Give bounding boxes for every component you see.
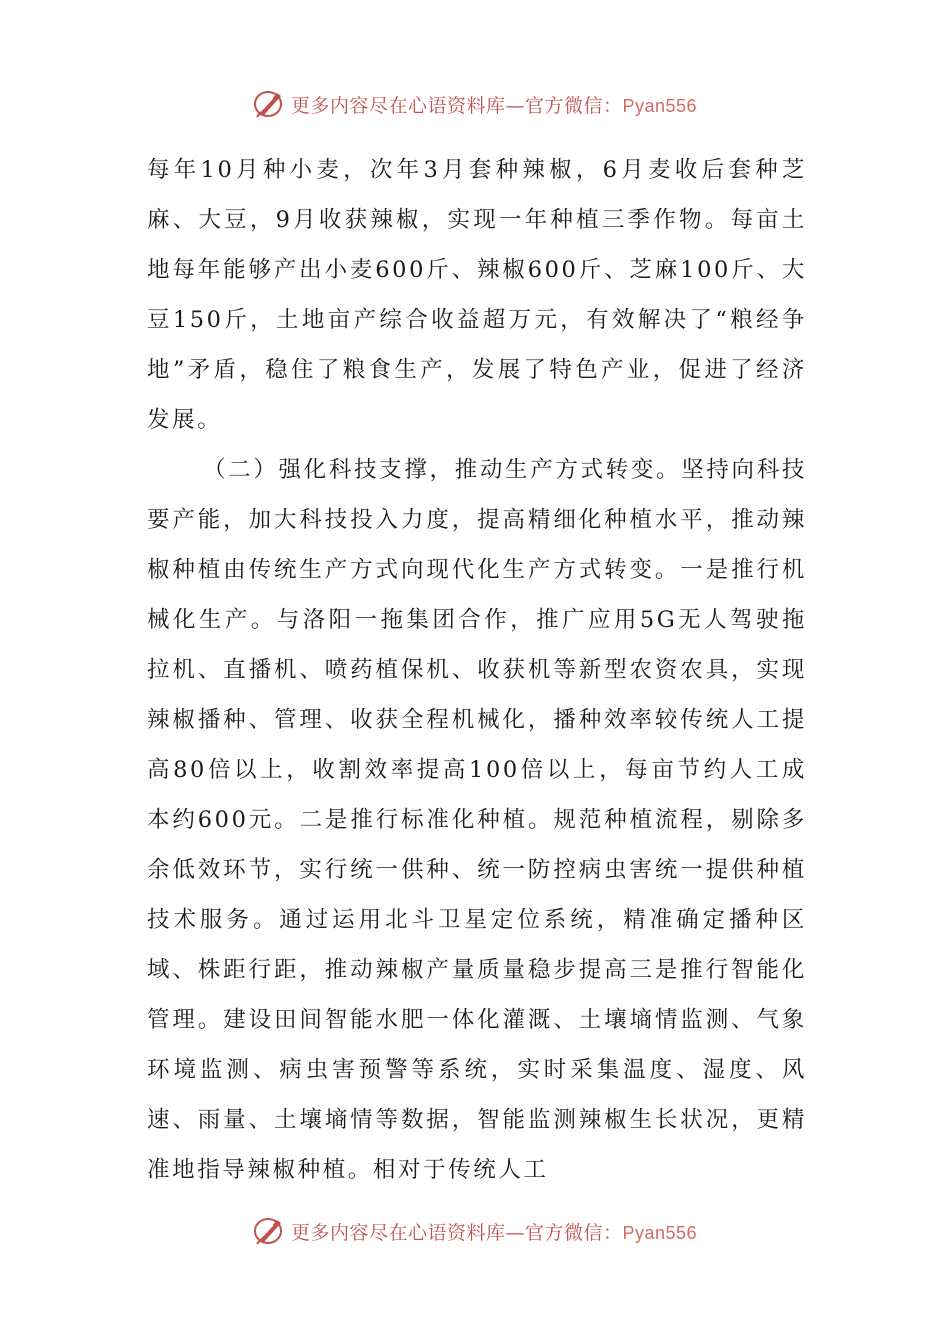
quill-pen-logo-icon [253,1214,287,1248]
header-banner [0,84,950,124]
paragraph-1: 每年10月种小麦，次年3月套种辣椒，6月麦收后套种芝麻、大豆，9月收获辣椒，实现一年种植三季作物。每亩土地每年能够产出小麦600斤、辣椒600斤、芝麻100斤、大豆150斤，土地亩产综合收益超万元，有效解决了“粮经争地”矛盾，稳住了粮食生产，发展了特色产业，促进了经济发展。 [147,157,807,433]
footer-banner [0,1211,950,1251]
quill-pen-logo-icon [253,87,287,121]
banner-text: 更多内容尽在心语资料库—官方微信：Pyan556 [290,1221,698,1244]
banner-text: 更多内容尽在心语资料库—官方微信：Pyan556 [290,94,698,117]
paragraph-2: （二）强化科技支撑，推动生产方式转变。坚持向科技要产能，加大科技投入力度，提高精细化种植水平，推动辣椒种植由传统生产方式向现代化生产方式转变。一是推行机械化生产。与洛阳一拖集团合作，推广应用5G无人驾驶拖拉机、直播机、喷药植保机、收获机等新型农资农具，实现辣椒播种、管理、收获全程机械化，播种效率较传统人工提高80倍以上，收割效率提高100倍以上，每亩节约人工成本约600元。二是推行标准化种植。规范种植流程，剔除多余低效环节，实行统一供种、统一防控病虫害统一提供种植技术服务。通过运用北斗卫星定位系统，精准确定播种区域、株距行距，推动辣椒产量质量稳步提高三是推行智能化管理。建设田间智能水肥一体化灌溉、土壤墒情监测、气象环境监测、病虫害预警等系统，实时采集温度、湿度、风速、雨量、土壤墒情等数据，智能监测辣椒生长状况，更精准地指导辣椒种植。相对于传统人工 [147,457,807,1183]
document-body [147,145,807,1195]
